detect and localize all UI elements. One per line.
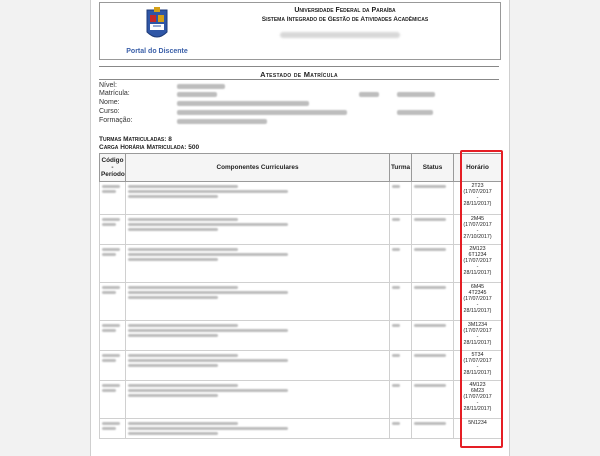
blurred-text bbox=[392, 422, 400, 425]
codigo-cell bbox=[100, 351, 126, 381]
horario-line: (17/07/2017 bbox=[463, 328, 492, 334]
blurred-text bbox=[392, 324, 400, 327]
field-value-blurred bbox=[397, 92, 435, 97]
turma-cell bbox=[390, 321, 412, 351]
blurred-text bbox=[102, 324, 120, 327]
field-nome-label: Nome: bbox=[99, 99, 120, 106]
field-value-blurred bbox=[177, 101, 309, 106]
horario-line: 28/11/2017) bbox=[463, 270, 492, 276]
horario-line: 2M123 bbox=[469, 246, 486, 252]
blurred-text bbox=[128, 422, 238, 425]
portal-label: Portal do Discente bbox=[126, 48, 188, 55]
turma-cell bbox=[390, 381, 412, 419]
blurred-text bbox=[128, 195, 218, 198]
horario-line: - bbox=[476, 364, 479, 370]
field-value-blurred bbox=[177, 84, 225, 89]
blurred-text bbox=[102, 248, 120, 251]
blurred-text bbox=[102, 422, 120, 425]
horario-line: 2T23 bbox=[471, 183, 484, 189]
blurred-text bbox=[414, 384, 446, 387]
field-curso-label: Curso: bbox=[99, 108, 120, 115]
horario-line: 4T2345 bbox=[468, 290, 487, 296]
horario-line: 28/11/2017) bbox=[463, 201, 492, 207]
blurred-text bbox=[414, 218, 446, 221]
blurred-text bbox=[392, 384, 400, 387]
horario-line: - bbox=[476, 195, 479, 201]
blurred-text bbox=[128, 258, 218, 261]
horario-line: (17/07/2017 bbox=[463, 394, 492, 400]
horario-line: 6T1234 bbox=[468, 252, 487, 258]
componente-cell bbox=[126, 381, 390, 419]
codigo-cell bbox=[100, 182, 126, 215]
table-row bbox=[100, 419, 502, 439]
field-formacao-label: Formação: bbox=[99, 117, 133, 124]
divider bbox=[99, 79, 499, 80]
blurred-text bbox=[392, 185, 400, 188]
table-row bbox=[100, 245, 502, 283]
system-name: Sistema Integrado de Gestão de Atividades Acadêmicas bbox=[261, 16, 429, 23]
status-cell bbox=[412, 215, 454, 245]
horario-line: (17/07/2017 bbox=[463, 358, 492, 364]
col-componentes-header: Componentes Curriculares bbox=[126, 154, 390, 182]
blurred-text bbox=[102, 223, 116, 226]
blurred-text bbox=[102, 354, 120, 357]
status-cell bbox=[412, 381, 454, 419]
blurred-text bbox=[128, 334, 218, 337]
codigo-cell bbox=[100, 283, 126, 321]
codigo-cell bbox=[100, 321, 126, 351]
blurred-text bbox=[414, 324, 446, 327]
field-value-blurred bbox=[397, 110, 433, 115]
table-row bbox=[100, 381, 502, 419]
blurred-text bbox=[414, 248, 446, 251]
table-row bbox=[100, 283, 502, 321]
horario-line: 6M45 bbox=[470, 284, 485, 290]
blurred-text bbox=[414, 286, 446, 289]
horario-line: (17/07/2017 bbox=[463, 258, 492, 264]
horario-line: 28/11/2017) bbox=[463, 406, 492, 412]
blurred-text bbox=[128, 253, 288, 256]
status-cell bbox=[412, 321, 454, 351]
horario-line: (17/07/2017 bbox=[463, 296, 492, 302]
divider bbox=[99, 66, 499, 67]
blurred-text bbox=[392, 286, 400, 289]
table-row bbox=[100, 182, 502, 215]
blurred-text bbox=[128, 427, 288, 430]
carga-horaria: Carga Horária Matriculada: 500 bbox=[99, 144, 200, 151]
horario-line: 28/11/2017) bbox=[463, 370, 492, 376]
blurred-text bbox=[102, 359, 116, 362]
blurred-text bbox=[102, 185, 120, 188]
blurred-text bbox=[128, 394, 218, 397]
field-value-blurred bbox=[177, 119, 267, 124]
col-horario-header: Horário bbox=[454, 154, 502, 182]
turma-cell bbox=[390, 351, 412, 381]
componente-cell bbox=[126, 283, 390, 321]
turma-cell bbox=[390, 245, 412, 283]
blurred-text bbox=[102, 291, 116, 294]
codigo-cell bbox=[100, 215, 126, 245]
col-turma-header: Turma bbox=[390, 154, 412, 182]
blurred-text bbox=[102, 384, 120, 387]
componente-cell bbox=[126, 351, 390, 381]
field-matricula-label: Matrícula: bbox=[99, 90, 130, 97]
blurred-text bbox=[128, 432, 218, 435]
horario-line: (17/07/2017 bbox=[463, 189, 492, 195]
turma-cell bbox=[390, 182, 412, 215]
blurred-text bbox=[102, 253, 116, 256]
blurred-text bbox=[128, 291, 288, 294]
horario-line: 2M45 bbox=[470, 216, 485, 222]
blurred-text bbox=[128, 228, 218, 231]
blurred-text bbox=[102, 329, 116, 332]
turma-cell bbox=[390, 419, 412, 439]
horario-line: 6M23 bbox=[470, 388, 485, 394]
field-value-blurred bbox=[177, 110, 347, 115]
status-cell bbox=[412, 351, 454, 381]
blurred-text bbox=[128, 248, 238, 251]
horario-line: 5N1234 bbox=[468, 420, 487, 426]
horario-line: 4M123 bbox=[469, 382, 486, 388]
horario-line: 28/11/2017) bbox=[463, 340, 492, 346]
table-row bbox=[100, 351, 502, 381]
codigo-cell bbox=[100, 419, 126, 439]
horario-line: - bbox=[476, 264, 479, 270]
blurred-text bbox=[128, 389, 288, 392]
blurred-text bbox=[392, 354, 400, 357]
university-name: Universidade Federal da Paraíba bbox=[294, 7, 396, 14]
document-page bbox=[90, 0, 510, 456]
table-row bbox=[100, 321, 502, 351]
blurred-text bbox=[128, 329, 288, 332]
field-value-blurred bbox=[359, 92, 379, 97]
horario-line: - bbox=[476, 400, 479, 406]
emission-info-blurred bbox=[280, 32, 400, 38]
field-nivel-label: Nível: bbox=[99, 82, 117, 89]
status-cell bbox=[412, 182, 454, 215]
codigo-cell bbox=[100, 245, 126, 283]
horario-line: 28/11/2017) bbox=[463, 308, 492, 314]
horario-line: - bbox=[476, 302, 479, 308]
componente-cell bbox=[126, 215, 390, 245]
blurred-text bbox=[102, 427, 116, 430]
blurred-text bbox=[128, 364, 218, 367]
blurred-text bbox=[102, 286, 120, 289]
col-codigo-header: Código - Período bbox=[100, 154, 126, 182]
blurred-text bbox=[128, 324, 238, 327]
blurred-text bbox=[392, 218, 400, 221]
blurred-text bbox=[102, 190, 116, 193]
horario-line: - bbox=[476, 334, 479, 340]
componente-cell bbox=[126, 419, 390, 439]
blurred-text bbox=[414, 354, 446, 357]
codigo-cell bbox=[100, 381, 126, 419]
blurred-text bbox=[414, 422, 446, 425]
blurred-text bbox=[128, 223, 288, 226]
horario-line: - bbox=[476, 228, 479, 234]
blurred-text bbox=[128, 359, 288, 362]
horario-line: 5T34 bbox=[471, 352, 484, 358]
componente-cell bbox=[126, 245, 390, 283]
table-header-row bbox=[100, 154, 502, 182]
blurred-text bbox=[414, 185, 446, 188]
blurred-text bbox=[128, 185, 238, 188]
header-box bbox=[99, 2, 501, 60]
horario-line: 27/10/2017) bbox=[463, 234, 492, 240]
status-cell bbox=[412, 245, 454, 283]
university-crest-icon bbox=[144, 6, 170, 46]
blurred-text bbox=[128, 218, 238, 221]
blurred-text bbox=[128, 286, 238, 289]
turmas-matriculadas: Turmas Matriculadas: 8 bbox=[99, 136, 172, 143]
horario-line: (17/07/2017 bbox=[463, 222, 492, 228]
horario-line: 3M1234 bbox=[467, 322, 488, 328]
blurred-text bbox=[102, 218, 120, 221]
blurred-text bbox=[128, 354, 238, 357]
status-cell bbox=[412, 419, 454, 439]
enrollment-table bbox=[99, 153, 502, 439]
field-value-blurred bbox=[177, 92, 217, 97]
blurred-text bbox=[102, 389, 116, 392]
blurred-text bbox=[128, 296, 218, 299]
blurred-text bbox=[392, 248, 400, 251]
col-status-header: Status bbox=[412, 154, 454, 182]
componente-cell bbox=[126, 321, 390, 351]
turma-cell bbox=[390, 215, 412, 245]
componente-cell bbox=[126, 182, 390, 215]
document-title: Atestado de Matrícula bbox=[260, 70, 338, 79]
status-cell bbox=[412, 283, 454, 321]
table-row bbox=[100, 215, 502, 245]
blurred-text bbox=[128, 384, 238, 387]
turma-cell bbox=[390, 283, 412, 321]
blurred-text bbox=[128, 190, 288, 193]
horario-highlight-box bbox=[460, 150, 503, 448]
